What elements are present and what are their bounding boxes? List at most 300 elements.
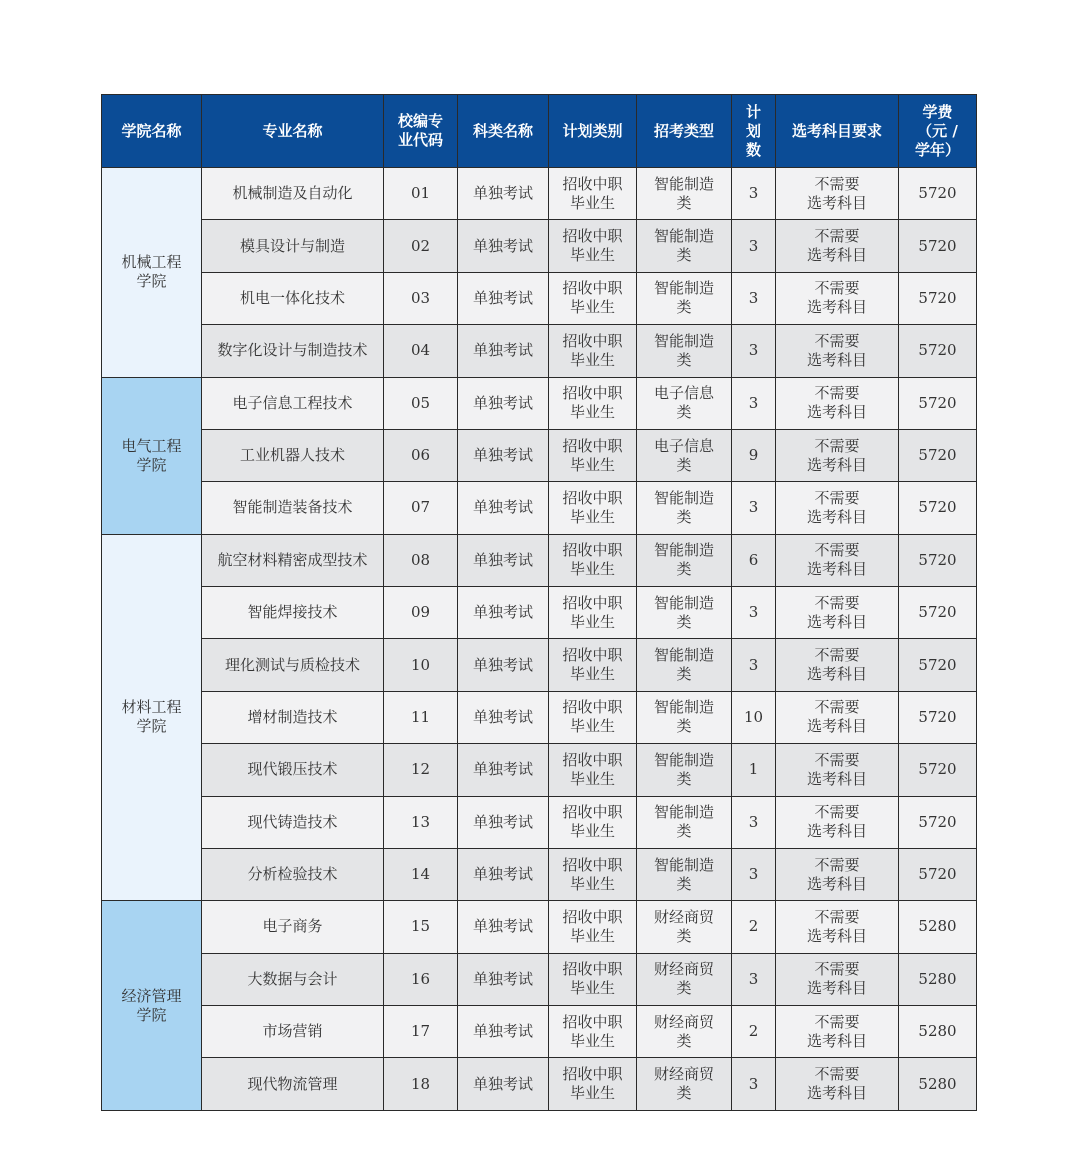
tuition-cell-text: 5720 — [918, 707, 957, 726]
tuition-cell — [899, 482, 977, 534]
subjects-cell-text: 选考科目 — [806, 717, 867, 736]
plan-count-cell-text: 2 — [748, 917, 759, 936]
plan-type-cell-text: 毕业生 — [569, 1031, 615, 1050]
plan-type-cell-text: 招收中职 — [562, 855, 623, 874]
plan-type-cell-text: 毕业生 — [569, 874, 615, 893]
code-cell-text: 03 — [410, 288, 431, 307]
category-cell — [458, 220, 549, 272]
subjects-cell-text: 不需要 — [814, 646, 860, 665]
major-cell — [202, 691, 384, 743]
plan-count-cell-text: 3 — [748, 393, 759, 412]
plan-type-cell-text: 招收中职 — [562, 331, 623, 350]
plan-type-cell-text: 毕业生 — [569, 769, 615, 788]
exam-type-cell — [637, 272, 732, 324]
subjects-cell-text: 不需要 — [814, 855, 860, 874]
college-name-cell: 材料工程 学院 — [102, 534, 202, 901]
subjects-cell-text: 选考科目 — [806, 507, 867, 526]
table-row — [102, 848, 977, 900]
exam-type-cell-text: 智能制造 — [653, 174, 714, 193]
tuition-cell — [899, 429, 977, 481]
plan-type-cell-text: 毕业生 — [569, 350, 615, 369]
major-cell — [202, 429, 384, 481]
code-cell-text: 02 — [410, 236, 431, 255]
table-row — [102, 482, 977, 534]
exam-type-cell-text: 类 — [676, 1031, 692, 1050]
code-cell-text: 05 — [410, 393, 431, 412]
tuition-cell-text: 5720 — [918, 446, 957, 465]
plan-count-cell-text: 9 — [748, 446, 759, 465]
subjects-cell-text: 选考科目 — [806, 193, 867, 212]
code-cell — [384, 534, 458, 586]
subjects-cell-text: 不需要 — [814, 227, 860, 246]
major-cell — [202, 1006, 384, 1058]
exam-type-cell-text: 类 — [676, 874, 692, 893]
category-cell-text: 单独考试 — [472, 446, 533, 465]
plan-type-cell-text: 毕业生 — [569, 926, 615, 945]
plan-type-cell — [549, 220, 637, 272]
header-subjects: 选考科目要求 — [776, 95, 899, 168]
exam-type-cell-text: 智能制造 — [653, 331, 714, 350]
code-cell-text: 04 — [410, 341, 431, 360]
category-cell-text: 单独考试 — [472, 969, 533, 988]
exam-type-cell-text: 类 — [676, 979, 692, 998]
subjects-cell-text: 选考科目 — [806, 560, 867, 579]
plan-count-cell-text: 3 — [748, 969, 759, 988]
code-cell — [384, 639, 458, 691]
plan-type-cell — [549, 691, 637, 743]
table-row — [102, 534, 977, 586]
table-row — [102, 639, 977, 691]
subjects-cell-text: 不需要 — [814, 803, 860, 822]
subjects-cell-text: 不需要 — [814, 907, 860, 926]
table-row — [102, 168, 977, 220]
tuition-cell — [899, 272, 977, 324]
subjects-cell — [776, 220, 899, 272]
plan-count-cell — [732, 691, 776, 743]
major-cell-text: 智能制造装备技术 — [232, 498, 353, 517]
category-cell-text: 单独考试 — [472, 655, 533, 674]
major-cell — [202, 1058, 384, 1111]
exam-type-cell-text: 类 — [676, 1084, 692, 1103]
table-row — [102, 220, 977, 272]
subjects-cell-text: 不需要 — [814, 436, 860, 455]
exam-type-cell — [637, 901, 732, 953]
plan-type-cell-text: 毕业生 — [569, 979, 615, 998]
major-cell-text: 模具设计与制造 — [239, 236, 345, 255]
subjects-cell — [776, 848, 899, 900]
plan-type-cell-text: 毕业生 — [569, 717, 615, 736]
major-cell-text: 市场营销 — [262, 1022, 323, 1041]
plan-type-cell-text: 招收中职 — [562, 488, 623, 507]
exam-type-cell-text: 类 — [676, 455, 692, 474]
exam-type-cell — [637, 639, 732, 691]
table-row — [102, 744, 977, 796]
subjects-cell-text: 选考科目 — [806, 298, 867, 317]
exam-type-cell — [637, 1058, 732, 1111]
plan-type-cell — [549, 639, 637, 691]
subjects-cell-text: 不需要 — [814, 488, 860, 507]
major-cell-text: 工业机器人技术 — [239, 446, 345, 465]
major-cell-text: 智能焊接技术 — [247, 603, 338, 622]
category-cell — [458, 953, 549, 1005]
subjects-cell — [776, 953, 899, 1005]
table-body — [102, 168, 977, 1111]
tuition-cell-text: 5720 — [918, 760, 957, 779]
table-row — [102, 953, 977, 1005]
plan-count-cell — [732, 953, 776, 1005]
exam-type-cell-text: 财经商贸 — [653, 907, 714, 926]
category-cell-text: 单独考试 — [472, 603, 533, 622]
plan-type-cell — [549, 377, 637, 429]
exam-type-cell-text: 智能制造 — [653, 750, 714, 769]
plan-count-cell-text: 3 — [748, 655, 759, 674]
header-plan-count: 计 划 数 — [732, 95, 776, 168]
plan-count-cell-text: 6 — [748, 550, 759, 569]
exam-type-cell-text: 类 — [676, 665, 692, 684]
plan-type-cell-text: 招收中职 — [562, 541, 623, 560]
exam-type-cell — [637, 1006, 732, 1058]
code-cell-text: 16 — [410, 969, 431, 988]
code-cell — [384, 429, 458, 481]
code-cell — [384, 272, 458, 324]
code-cell-text: 13 — [410, 812, 431, 831]
major-cell — [202, 168, 384, 220]
exam-type-cell-text: 智能制造 — [653, 855, 714, 874]
plan-count-cell — [732, 272, 776, 324]
exam-type-cell-text: 类 — [676, 193, 692, 212]
code-cell — [384, 1058, 458, 1111]
tuition-cell-text: 5720 — [918, 812, 957, 831]
subjects-cell-text: 选考科目 — [806, 403, 867, 422]
tuition-cell-text: 5720 — [918, 498, 957, 517]
subjects-cell-text: 不需要 — [814, 174, 860, 193]
exam-type-cell-text: 智能制造 — [653, 279, 714, 298]
plan-count-cell — [732, 796, 776, 848]
code-cell — [384, 1006, 458, 1058]
major-cell — [202, 377, 384, 429]
tuition-cell — [899, 953, 977, 1005]
plan-count-cell-text: 3 — [748, 498, 759, 517]
code-cell-text: 07 — [410, 498, 431, 517]
exam-type-cell — [637, 482, 732, 534]
category-cell-text: 单独考试 — [472, 812, 533, 831]
exam-type-cell-text: 智能制造 — [653, 227, 714, 246]
plan-count-cell — [732, 429, 776, 481]
major-cell-text: 航空材料精密成型技术 — [217, 550, 368, 569]
table-row — [102, 901, 977, 953]
exam-type-cell-text: 智能制造 — [653, 698, 714, 717]
major-cell — [202, 848, 384, 900]
plan-type-cell-text: 招收中职 — [562, 803, 623, 822]
tuition-cell — [899, 1006, 977, 1058]
category-cell — [458, 482, 549, 534]
major-cell-text: 机电一体化技术 — [239, 288, 345, 307]
code-cell-text: 06 — [410, 446, 431, 465]
major-cell-text: 理化测试与质检技术 — [224, 655, 360, 674]
plan-type-cell-text: 毕业生 — [569, 665, 615, 684]
major-cell-text: 增材制造技术 — [247, 707, 338, 726]
major-cell — [202, 639, 384, 691]
subjects-cell — [776, 1058, 899, 1111]
subjects-cell-text: 选考科目 — [806, 1031, 867, 1050]
exam-type-cell-text: 财经商贸 — [653, 960, 714, 979]
category-cell — [458, 377, 549, 429]
major-cell — [202, 534, 384, 586]
plan-count-cell — [732, 325, 776, 377]
plan-type-cell-text: 招收中职 — [562, 750, 623, 769]
category-cell-text: 单独考试 — [472, 236, 533, 255]
subjects-cell-text: 选考科目 — [806, 926, 867, 945]
plan-type-cell — [549, 429, 637, 481]
plan-type-cell-text: 招收中职 — [562, 646, 623, 665]
table-header-row — [102, 95, 977, 168]
major-cell-text: 电子商务 — [262, 917, 323, 936]
plan-count-cell — [732, 377, 776, 429]
subjects-cell-text: 选考科目 — [806, 455, 867, 474]
plan-count-cell — [732, 744, 776, 796]
major-cell-text: 分析检验技术 — [247, 865, 338, 884]
subjects-cell — [776, 587, 899, 639]
subjects-cell — [776, 429, 899, 481]
header-code: 校编专 业代码 — [384, 95, 458, 168]
tuition-cell — [899, 325, 977, 377]
subjects-cell — [776, 901, 899, 953]
code-cell — [384, 587, 458, 639]
major-cell — [202, 744, 384, 796]
subjects-cell — [776, 1006, 899, 1058]
plan-type-cell-text: 招收中职 — [562, 384, 623, 403]
plan-count-cell — [732, 1058, 776, 1111]
code-cell-text: 15 — [410, 917, 431, 936]
header-college: 学院名称 — [102, 95, 202, 168]
category-cell — [458, 587, 549, 639]
table-row — [102, 272, 977, 324]
exam-type-cell-text: 类 — [676, 246, 692, 265]
plan-type-cell — [549, 534, 637, 586]
subjects-cell — [776, 744, 899, 796]
tuition-cell-text: 5720 — [918, 655, 957, 674]
code-cell-text: 18 — [410, 1074, 431, 1093]
exam-type-cell-text: 电子信息 — [653, 436, 714, 455]
tuition-cell-text: 5720 — [918, 393, 957, 412]
category-cell — [458, 691, 549, 743]
major-cell — [202, 953, 384, 1005]
major-cell — [202, 587, 384, 639]
plan-type-cell — [549, 1058, 637, 1111]
tuition-cell — [899, 796, 977, 848]
plan-count-cell — [732, 1006, 776, 1058]
plan-type-cell — [549, 848, 637, 900]
table-row — [102, 587, 977, 639]
category-cell — [458, 168, 549, 220]
tuition-cell-text: 5720 — [918, 865, 957, 884]
tuition-cell-text: 5280 — [918, 1022, 957, 1041]
subjects-cell-text: 选考科目 — [806, 979, 867, 998]
plan-type-cell — [549, 168, 637, 220]
exam-type-cell-text: 智能制造 — [653, 541, 714, 560]
plan-type-cell — [549, 744, 637, 796]
plan-count-cell-text: 3 — [748, 603, 759, 622]
table-row — [102, 1006, 977, 1058]
plan-type-cell-text: 毕业生 — [569, 612, 615, 631]
plan-count-cell — [732, 482, 776, 534]
plan-type-cell-text: 招收中职 — [562, 1012, 623, 1031]
major-cell-text: 现代锻压技术 — [247, 760, 338, 779]
tuition-cell — [899, 534, 977, 586]
major-cell-text: 现代铸造技术 — [247, 812, 338, 831]
plan-type-cell — [549, 325, 637, 377]
exam-type-cell-text: 类 — [676, 769, 692, 788]
exam-type-cell-text: 财经商贸 — [653, 1012, 714, 1031]
subjects-cell-text: 选考科目 — [806, 822, 867, 841]
subjects-cell — [776, 691, 899, 743]
major-cell — [202, 901, 384, 953]
plan-type-cell-text: 毕业生 — [569, 1084, 615, 1103]
tuition-cell-text: 5720 — [918, 288, 957, 307]
code-cell — [384, 325, 458, 377]
plan-type-cell-text: 毕业生 — [569, 560, 615, 579]
subjects-cell — [776, 272, 899, 324]
subjects-cell — [776, 325, 899, 377]
category-cell — [458, 796, 549, 848]
plan-count-cell-text: 3 — [748, 865, 759, 884]
category-cell — [458, 534, 549, 586]
category-cell-text: 单独考试 — [472, 917, 533, 936]
code-cell-text: 14 — [410, 865, 431, 884]
subjects-cell-text: 不需要 — [814, 1065, 860, 1084]
table-row — [102, 1058, 977, 1111]
code-cell — [384, 744, 458, 796]
plan-type-cell — [549, 901, 637, 953]
tuition-cell-text: 5720 — [918, 550, 957, 569]
exam-type-cell — [637, 744, 732, 796]
exam-type-cell — [637, 534, 732, 586]
subjects-cell-text: 不需要 — [814, 541, 860, 560]
exam-type-cell — [637, 796, 732, 848]
subjects-cell-text: 不需要 — [814, 750, 860, 769]
category-cell-text: 单独考试 — [472, 288, 533, 307]
plan-type-cell-text: 招收中职 — [562, 436, 623, 455]
tuition-cell-text: 5720 — [918, 603, 957, 622]
table-row — [102, 325, 977, 377]
code-cell — [384, 377, 458, 429]
exam-type-cell-text: 智能制造 — [653, 803, 714, 822]
code-cell-text: 12 — [410, 760, 431, 779]
exam-type-cell — [637, 587, 732, 639]
tuition-cell — [899, 1058, 977, 1111]
header-major: 专业名称 — [202, 95, 384, 168]
table-row — [102, 429, 977, 481]
category-cell-text: 单独考试 — [472, 498, 533, 517]
subjects-cell — [776, 482, 899, 534]
exam-type-cell-text: 类 — [676, 350, 692, 369]
plan-count-cell — [732, 639, 776, 691]
plan-count-cell — [732, 534, 776, 586]
category-cell-text: 单独考试 — [472, 184, 533, 203]
subjects-cell — [776, 534, 899, 586]
category-cell-text: 单独考试 — [472, 760, 533, 779]
admission-plan-table — [101, 94, 977, 1111]
subjects-cell-text: 不需要 — [814, 593, 860, 612]
subjects-cell-text: 选考科目 — [806, 1084, 867, 1103]
plan-type-cell-text: 毕业生 — [569, 246, 615, 265]
college-name-cell: 经济管理 学院 — [102, 901, 202, 1111]
subjects-cell-text: 不需要 — [814, 960, 860, 979]
tuition-cell-text: 5720 — [918, 236, 957, 255]
tuition-cell-text: 5280 — [918, 1074, 957, 1093]
table-row — [102, 377, 977, 429]
category-cell-text: 单独考试 — [472, 341, 533, 360]
code-cell — [384, 482, 458, 534]
category-cell-text: 单独考试 — [472, 865, 533, 884]
plan-type-cell — [549, 1006, 637, 1058]
tuition-cell-text: 5280 — [918, 969, 957, 988]
tuition-cell — [899, 848, 977, 900]
exam-type-cell — [637, 691, 732, 743]
exam-type-cell — [637, 325, 732, 377]
subjects-cell-text: 不需要 — [814, 1012, 860, 1031]
plan-type-cell — [549, 953, 637, 1005]
plan-type-cell — [549, 272, 637, 324]
plan-type-cell-text: 招收中职 — [562, 174, 623, 193]
exam-type-cell-text: 类 — [676, 926, 692, 945]
subjects-cell-text: 选考科目 — [806, 612, 867, 631]
exam-type-cell-text: 类 — [676, 560, 692, 579]
plan-count-cell — [732, 901, 776, 953]
plan-count-cell — [732, 587, 776, 639]
plan-type-cell-text: 招收中职 — [562, 960, 623, 979]
plan-type-cell-text: 招收中职 — [562, 698, 623, 717]
tuition-cell-text: 5280 — [918, 917, 957, 936]
major-cell-text: 大数据与会计 — [247, 969, 338, 988]
subjects-cell-text: 不需要 — [814, 279, 860, 298]
major-cell-text: 现代物流管理 — [247, 1074, 338, 1093]
plan-type-cell-text: 招收中职 — [562, 279, 623, 298]
category-cell — [458, 272, 549, 324]
tuition-cell — [899, 377, 977, 429]
category-cell — [458, 325, 549, 377]
plan-type-cell-text: 招收中职 — [562, 227, 623, 246]
category-cell — [458, 848, 549, 900]
plan-type-cell — [549, 587, 637, 639]
plan-count-cell-text: 3 — [748, 184, 759, 203]
tuition-cell — [899, 168, 977, 220]
category-cell-text: 单独考试 — [472, 550, 533, 569]
category-cell-text: 单独考试 — [472, 1022, 533, 1041]
tuition-cell — [899, 901, 977, 953]
subjects-cell — [776, 639, 899, 691]
major-cell-text: 数字化设计与制造技术 — [217, 341, 368, 360]
subjects-cell — [776, 168, 899, 220]
code-cell — [384, 848, 458, 900]
table-row — [102, 691, 977, 743]
college-name-cell: 机械工程 学院 — [102, 168, 202, 378]
code-cell — [384, 796, 458, 848]
exam-type-cell-text: 类 — [676, 403, 692, 422]
code-cell — [384, 691, 458, 743]
category-cell — [458, 744, 549, 796]
exam-type-cell — [637, 953, 732, 1005]
category-cell — [458, 639, 549, 691]
exam-type-cell-text: 类 — [676, 822, 692, 841]
code-cell-text: 11 — [410, 707, 431, 726]
plan-count-cell-text: 2 — [748, 1022, 759, 1041]
code-cell-text: 01 — [410, 184, 431, 203]
code-cell-text: 17 — [410, 1022, 431, 1041]
plan-count-cell-text: 10 — [743, 707, 764, 726]
plan-type-cell-text: 毕业生 — [569, 298, 615, 317]
subjects-cell-text: 不需要 — [814, 331, 860, 350]
